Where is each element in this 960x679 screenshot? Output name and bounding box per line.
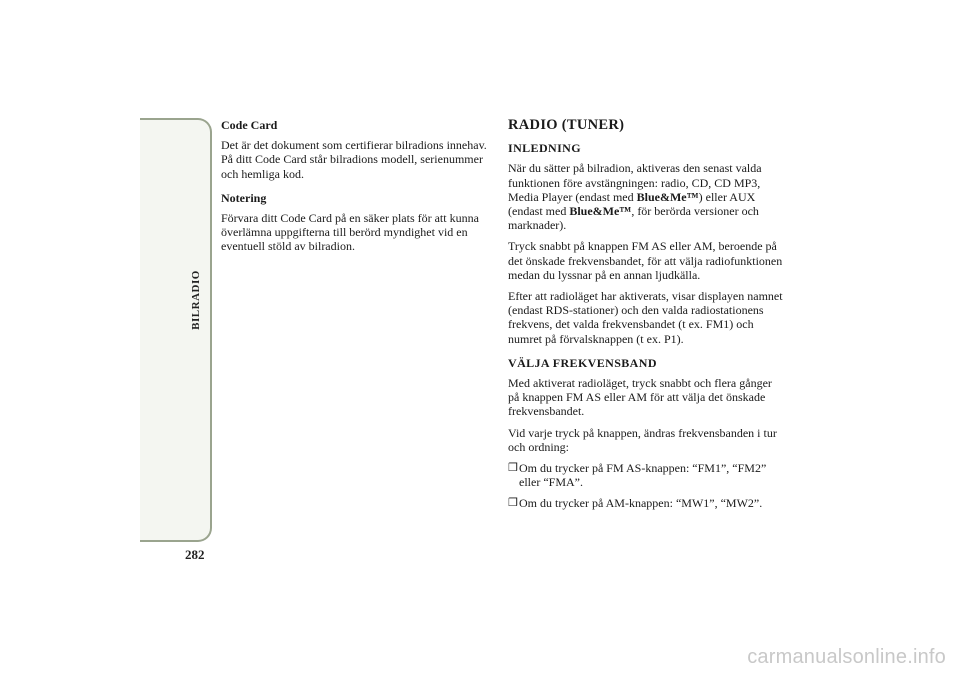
band-heading: VÄLJA FREKVENSBAND — [508, 355, 657, 370]
page-title: RADIO (TUNER) — [508, 117, 625, 133]
code-card-heading: Code Card — [221, 118, 278, 132]
blue-me-brand: Blue&Me™ — [569, 204, 632, 219]
right-column — [508, 118, 783, 518]
checkbox-bullet-icon: ❒ — [508, 497, 518, 510]
section-frame — [140, 118, 212, 542]
code-card-text: Det är det dokument som certifierar bilradions innehav. På ditt Code Card står bilradions modell, serienummer och hemliga kod. — [221, 138, 487, 181]
intro-paragraph-3: Efter att radioläget har aktiverats, visar displayen namnet (endast RDS-stationer) och den valda radiostationens frekvens, det valda frekvensbandet (t ex. FM1) och numret på förvalsknappen (t ex. P1). — [508, 289, 783, 346]
list-item-text: Om du trycker på AM-knappen: “MW1”, “MW2”. — [519, 496, 763, 511]
list-item — [508, 496, 783, 510]
band-paragraph-2: Vid varje tryck på knappen, ändras frekvensbanden i tur och ordning: — [508, 425, 777, 454]
page-number: 282 — [185, 547, 205, 562]
note-heading: Notering — [221, 190, 267, 205]
intro-text-c: ) eller AUX (endast med — [508, 189, 756, 219]
section-label: BILRADIO — [190, 270, 202, 330]
blue-me-brand: Blue&Me™ — [636, 189, 699, 204]
intro-heading: INLEDNING — [508, 141, 581, 156]
left-column — [221, 118, 493, 261]
note-text: Förvara ditt Code Card på en säker plats för att kunna överlämna uppgifterna till berörd myndighet vid en eventuell stöld av bilradion. — [221, 211, 479, 254]
watermark: carmanualsonline.info — [747, 646, 946, 668]
intro-paragraph-2: Tryck snabbt på knappen FM AS eller AM, beroende på det önskade frekvensbandet, för att välja radiofunktionen medan du lyssnar på en annan ljudkälla. — [508, 239, 783, 282]
list-item-text: Om du trycker på FM AS-knappen: “FM1”, “FM2” eller “FMA”. — [519, 461, 767, 490]
band-paragraph-1: Med aktiverat radioläget, tryck snabbt och flera gånger på knappen FM AS eller AM för att välja det önskade frekvensbandet. — [508, 376, 772, 419]
intro-text-d: , för berörda versioner och marknader). — [508, 204, 759, 233]
checkbox-bullet-icon: ❒ — [508, 462, 518, 475]
intro-paragraph-1 — [508, 161, 783, 232]
intro-text-a: När du sätter på bilradion, aktiveras den senast valda funktionen före avstängningen: radio, CD, CD MP3, Media Player (endast med — [508, 161, 762, 204]
list-item — [508, 461, 783, 489]
